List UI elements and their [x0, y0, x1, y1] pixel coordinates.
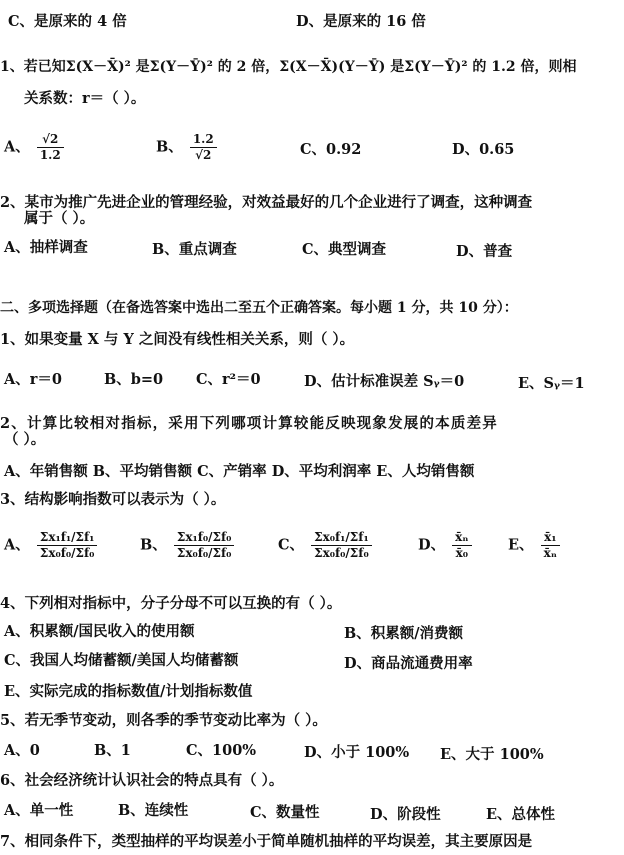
p2-q5-option-b: B、1 [94, 742, 131, 759]
p2-q4-option-a: A、积累额/国民收入的使用额 [4, 623, 195, 640]
p2-q3-option-b-num: Σx₁f₀/Σf₀ [174, 530, 235, 546]
q1-option-a-num: √2 [37, 132, 64, 148]
p2-q3-stem: 3、结构影响指数可以表示为（ ）。 [0, 491, 226, 508]
p2-q3-option-e-num: x̄₁ [541, 530, 560, 546]
q1-option-b [156, 132, 217, 163]
p2-q4-option-e: E、实际完成的指标数值/计划指标数值 [4, 683, 253, 700]
p2-q3-option-e-label: E、 [508, 536, 534, 554]
p2-q6-option-d: D、阶段性 [370, 806, 441, 823]
p2-q3-option-c-den: Σx₀f₀/Σf₀ [314, 546, 369, 560]
p2-q2-stem-line2: （ ）。 [4, 431, 46, 448]
option-d-prev: D、是原来的 16 倍 [296, 13, 426, 30]
q1-option-c: C、0.92 [300, 141, 362, 158]
q2-option-c: C、典型调查 [302, 241, 387, 258]
q1-option-b-den: √2 [195, 148, 212, 162]
q2-option-b: B、重点调查 [152, 241, 237, 258]
q1-option-b-label: B、 [156, 138, 183, 156]
p2-q3-option-d [418, 530, 472, 561]
p2-q3-option-b-den: Σx₀f₀/Σf₀ [176, 546, 232, 560]
p2-q5-stem: 5、若无季节变动，则各季的季节变动比率为（ ）。 [0, 712, 327, 729]
p2-q3-option-b-label: B、 [140, 536, 167, 554]
p2-q6-option-a: A、单一性 [4, 802, 74, 819]
q1-option-d: D、0.65 [452, 141, 515, 158]
p2-q2-options: A、年销售额 B、平均销售额 C、产销率 D、平均利润率 E、人均销售额 [4, 463, 475, 480]
p2-q6-option-c: C、数量性 [250, 804, 320, 821]
option-c-prev: C、是原来的 4 倍 [8, 13, 127, 30]
p2-q3-option-a [4, 530, 97, 561]
p2-q5-option-d: D、小于 100% [304, 744, 410, 761]
p2-q3-option-e [508, 530, 560, 561]
p2-q5-option-c: C、100% [186, 742, 257, 759]
p2-q6-option-b: B、连续性 [118, 802, 189, 819]
p2-q1-option-d: D、估计标准误差 Sᵧ＝0 [304, 373, 465, 390]
p2-q3-option-d-num: x̄ₙ [452, 530, 471, 546]
p2-q3-option-a-den: Σx₀f₀/Σf₀ [39, 546, 95, 560]
p2-q1-option-e: E、Sᵧ＝1 [518, 375, 585, 392]
p2-q4-option-b: B、积累额/消费额 [344, 625, 464, 642]
q1-option-a [4, 132, 64, 163]
p2-q3-option-d-den: x̄₀ [455, 546, 469, 560]
p2-q1-option-b: B、b=0 [104, 371, 164, 388]
q1-stem-line1: 1、若已知Σ(X－X̄)² 是Σ(Y－Ȳ)² 的 2 倍，Σ(X－X̄)(Y－Ȳ) 是Σ(Y－Ȳ)² 的 1.2 倍，则相 [0, 59, 577, 75]
p2-q4-option-c: C、我国人均储蓄额/美国人均储蓄额 [4, 652, 239, 669]
q2-stem-line2: 属于（ ）。 [24, 210, 95, 227]
p2-q3-option-b [140, 530, 234, 561]
q2-option-a: A、抽样调查 [4, 239, 88, 256]
p2-q3-option-c [278, 530, 372, 561]
p2-q2-stem-line1: 2、计算比较相对指标，采用下列哪项计算较能反映现象发展的本质差异 [0, 415, 498, 432]
p2-q7-stem: 7、相同条件下，类型抽样的平均误差小于简单随机抽样的平均误差，其主要原因是 [0, 833, 533, 850]
p2-q6-stem: 6、社会经济统计认识社会的特点具有（ ）。 [0, 772, 284, 789]
p2-q5-option-a: A、0 [4, 742, 40, 759]
q1-option-a-label: A、 [4, 138, 30, 156]
p2-q3-option-d-label: D、 [418, 536, 446, 554]
p2-q3-option-a-label: A、 [4, 536, 30, 554]
p2-q1-stem: 1、如果变量 X 与 Y 之间没有线性相关关系，则（ ）。 [0, 331, 355, 348]
p2-q1-option-c: C、r²＝0 [196, 371, 261, 388]
p2-q3-option-e-den: x̄ₙ [543, 546, 558, 560]
p2-q4-stem: 4、下列相对指标中，分子分母不可以互换的有（ ）。 [0, 595, 342, 612]
p2-q3-option-c-label: C、 [278, 536, 305, 554]
p2-q1-option-a: A、r＝0 [4, 371, 62, 388]
q1-stem-line2: 关系数：r＝（ ）。 [24, 90, 146, 107]
p2-q6-option-e: E、总体性 [486, 806, 556, 823]
section-heading: 二、多项选择题（在备选答案中选出二至五个正确答案。每小题 1 分，共 10 分）： [0, 300, 518, 316]
q1-option-b-num: 1.2 [190, 132, 217, 148]
p2-q3-option-a-num: Σx₁f₁/Σf₁ [37, 530, 98, 546]
q1-option-a-den: 1.2 [39, 148, 61, 162]
q2-stem-line1: 2、某市为推广先进企业的管理经验，对效益最好的几个企业进行了调查，这种调查 [0, 194, 533, 211]
q2-option-d: D、普查 [456, 243, 513, 260]
p2-q4-option-d: D、商品流通费用率 [344, 655, 473, 672]
p2-q3-option-c-num: Σx₀f₁/Σf₁ [311, 530, 372, 546]
p2-q5-option-e: E、大于 100% [440, 746, 544, 763]
